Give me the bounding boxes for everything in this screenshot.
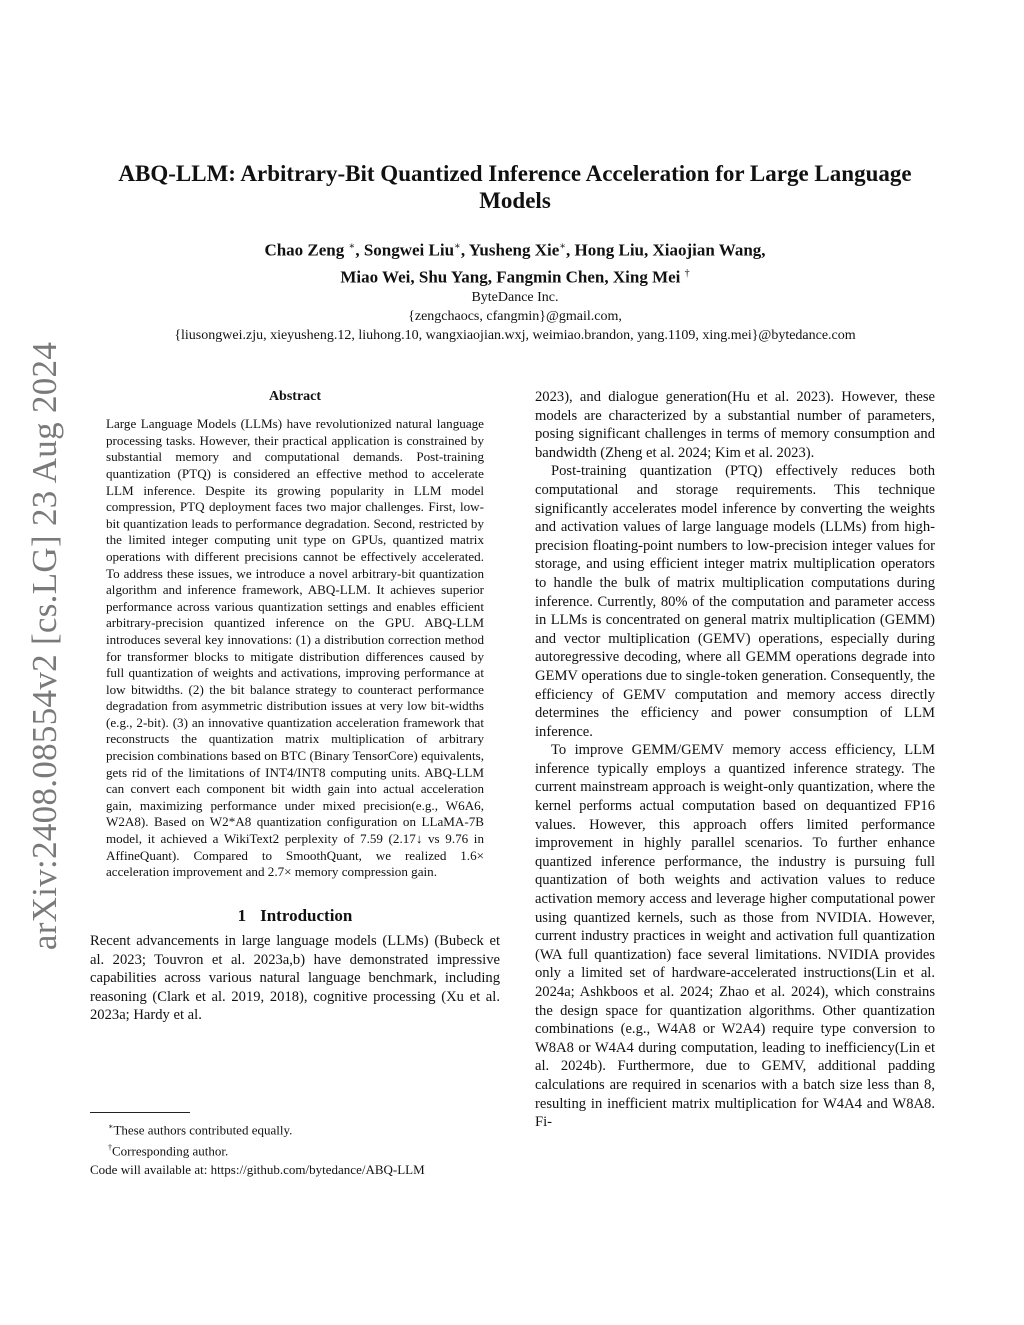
- footnote-corresponding: [108, 1139, 500, 1160]
- body-paragraph-gemm: To improve GEMM/GEMV memory access efficiency, LLM inference typically employs a quantized inference strategy. The current mainstream approach is weight-only quantization, where the kernel performs actual computation based on dequantized FP16 values. However, this approach offers limited performance improvement in highly parallel scenarios. To further enhance quantized inference performance, the industry is pursuing full quantization of both weights and activation values to reduce activation memory access and leverage higher computational power using quantized kernels, such as those from NVIDIA. However, current industry practices in weight and activation full quantization (WA full quantization) face several limitations. NVIDIA provides only a limited set of hardware-accelerated instructions(Lin et al. 2024a; Ashkboos et al. 2024; Zhao et al. 2024), which constrains the design space for quantization algorithms. Other quantization combinations (e.g., W4A8 or W2A4) require type conversion to W8A8 or W4A4 during computation, leading to inefficiency(Lin et al. 2024b). Furthermore, due to GEMV, additional padding calculations are required in scenarios with a batch size less than 8, resulting in inefficient matrix multiplication for W4A4 and W8A8. Fi-: [535, 742, 935, 1131]
- arxiv-id: arXiv:2408.08554v2 [cs.LG] 23 Aug 2024: [25, 341, 64, 951]
- abstract-body: Large Language Models (LLMs) have revolutionized natural language processing tasks. However, their practical application is constrained by substantial memory and computational demands. Post-training quantization (PTQ) is considered an effective method to accelerate LLM inference. Despite its growing popularity in LLM model compression, PTQ deployment faces two major challenges. First, low-bit quantization leads to performance degradation. Second, restricted by the limited integer computing unit type on GPUs, quantized matrix operations with different precisions cannot be effectively accelerated. To address these issues, we introduce a novel arbitrary-bit quantization algorithm and inference framework, ABQ-LLM. It achieves superior performance across various quantization settings and enables efficient arbitrary-precision quantized inference on the GPU. ABQ-LLM introduces several key innovations: (1) a distribution correction method for transformer blocks to mitigate distribution differences caused by full quantization of weights and activations, improving performance at low bitwidths. (2) the bit balance strategy to counteract performance degradation from asymmetric distribution issues at very low bit-widths (e.g., 2-bit). (3) an innovative quantization acceleration framework that reconstructs the quantization matrix multiplication of arbitrary precision combinations based on BTC (Binary TensorCore) equivalents, gets rid of the limitations of INT4/INT8 computing units. ABQ-LLM can convert each component bit width gain into actual acceleration gain, maximizing performance under mixed precision(e.g., W6A6, W2A8). Based on W2*A8 quantization configuration on LLaMA-7B model, it achieved a WikiText2 perplexity of 7.59 (2.17↓ vs 9.76 in AffineQuant). Compared to SmoothQuant, we realized 1.6× acceleration improvement and 2.7× memory compression gain.: [106, 416, 484, 880]
- arxiv-identifier-stamp: [22, 340, 68, 952]
- author-mark: ∗: [454, 241, 461, 252]
- affiliation-block: [60, 288, 970, 345]
- footnote-mark: †: [108, 1143, 112, 1153]
- footnote-mark: ∗: [108, 1122, 114, 1131]
- section-title: Introduction: [260, 905, 353, 925]
- author-line-1: [90, 235, 940, 262]
- section-number: 1: [237, 905, 247, 925]
- author-line-2: [90, 262, 940, 289]
- paper-title: ABQ-LLM: Arbitrary-Bit Quantized Inference Acceleration for Large Language Models: [118, 161, 912, 213]
- affiliation: ByteDance Inc.: [471, 290, 559, 305]
- author-name: , Yusheng Xie: [460, 240, 560, 260]
- section-heading-introduction: [90, 907, 500, 924]
- author-mark: †: [684, 267, 690, 279]
- abstract-heading: Abstract: [268, 389, 322, 404]
- author-name: Chao Zeng: [264, 240, 349, 260]
- body-paragraph-continued: 2023), and dialogue generation(Hu et al. 2023). However, these models are characterized by a substantial number of parameters, posing significant challenges in terms of memory consumption and bandwidth (Zheng et al. 2024; Kim et al. 2023).: [535, 389, 935, 461]
- author-name: , Hong Liu, Xiaojian Wang,: [566, 240, 766, 260]
- footnote-text: These authors contributed equally.: [113, 1122, 293, 1138]
- code-availability-note: Code will available at: https://github.com/bytedance/ABQ-LLM: [90, 1161, 425, 1177]
- footnote-text: Corresponding author.: [112, 1143, 229, 1159]
- footnotes: [90, 1112, 500, 1179]
- intro-paragraph-1: Recent advancements in large language models (LLMs) (Bubeck et al. 2023; Touvron et al. 2023a,b) have demonstrated impressive capabilities across various natural language benchmark, including reasoning (Clark et al. 2019, 2018), cognitive processing (Xu et al. 2023a; Hardy et al.: [90, 933, 500, 1024]
- author-name: , Songwei Liu: [355, 240, 455, 260]
- email-line-2: {liusongwei.zju, xieyusheng.12, liuhong.10, wangxiaojian.wxj, weimiao.brandon, yang.1109, xing.mei}@bytedance.com: [174, 328, 856, 343]
- email-line-1: {zengchaocs, cfangmin}@gmail.com,: [408, 309, 622, 324]
- author-names: Miao Wei, Shu Yang, Fangmin Chen, Xing Mei: [340, 267, 685, 287]
- right-column: [535, 388, 935, 1132]
- body-paragraph-ptq: Post-training quantization (PTQ) effectively reduces both computational and storage requirements. This technique significantly accelerates model inference by converting the weights and activation values of large language models (LLMs) from high-precision floating-point numbers to low-precision integer values for storage, and using efficient integer matrix multiplication operators to handle the bulk of matrix multiplication computations during inference. Currently, 80% of the computation and parameter access in LLMs is concentrated on general matrix multiplication (GEMM) and vector multiplication (GEMV) operations, especially during autoregressive decoding, where all GEMM operations degrade into GEMV operations due to single-token generation. Consequently, the efficiency of GEMV computation and memory access directly determines the efficiency and power consumption of LLM inference.: [535, 463, 935, 740]
- left-column: [90, 388, 500, 1025]
- author-list: [90, 235, 940, 288]
- author-mark: ∗: [348, 241, 356, 252]
- footnote-rule: [90, 1112, 190, 1113]
- author-mark: ∗: [559, 241, 567, 252]
- footnote-equal-contribution: [108, 1118, 500, 1139]
